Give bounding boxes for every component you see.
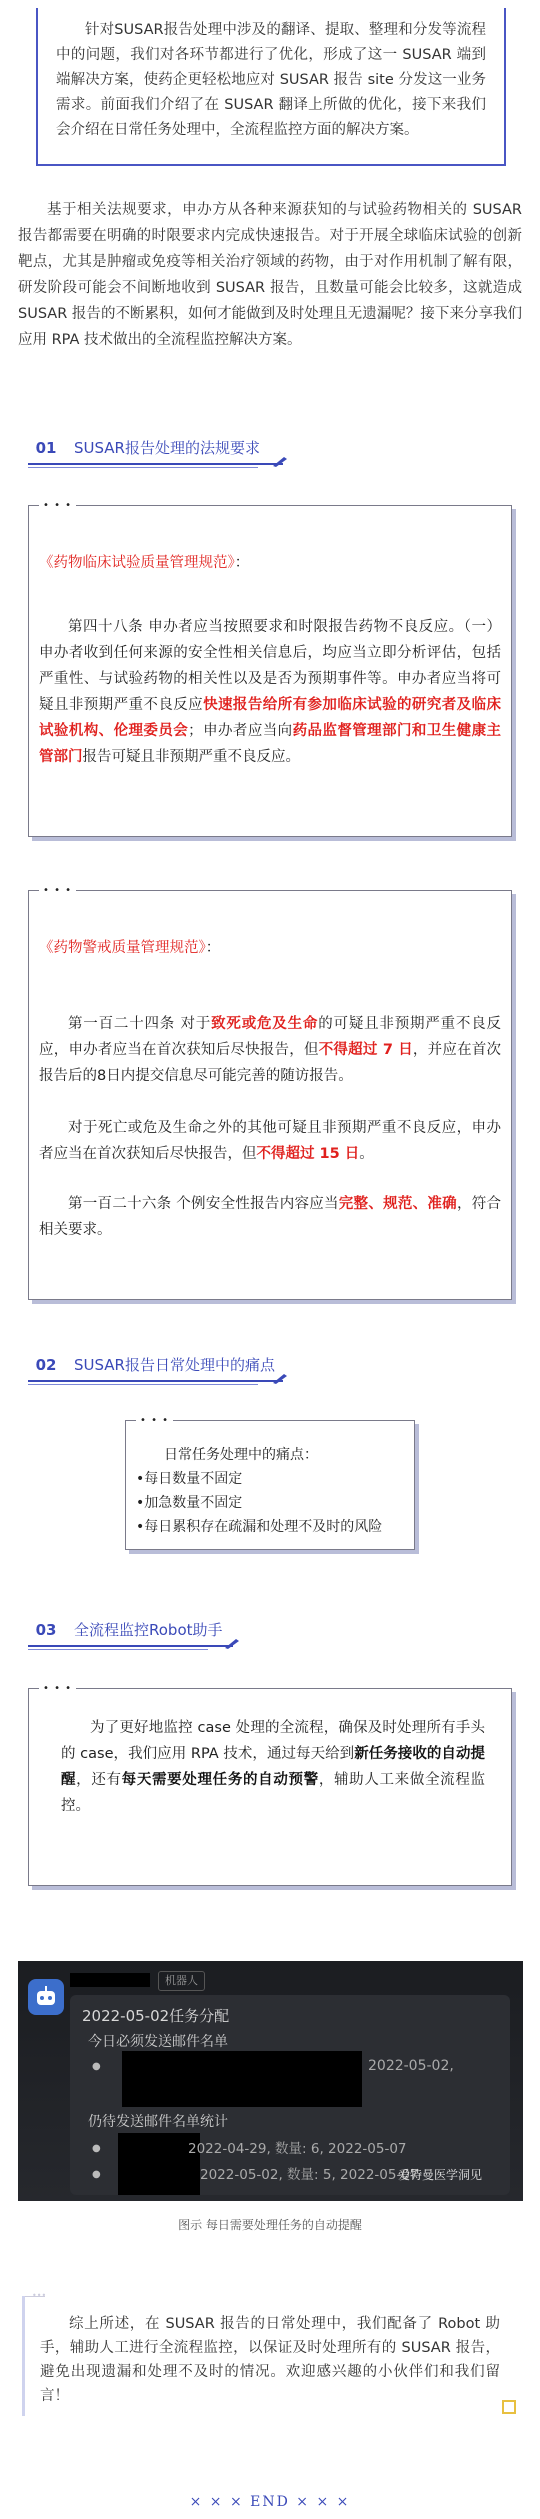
article-48: 第四十八条 申办者应当按照要求和时限报告药物不良反应。（一） 申办者收到任何来源的安全性相关信息后，均应当立即分析评估，包括严重性、与试验药物的相关性以及是否为预期事件等。申办者应当将可疑且非预期严重不良反应快速报告给所有参加临床试验的研究者及临床试验机构、伦理委员会；申办者应当向药品监督管理部门和卫生健康主管部门报告可疑且非预期严重不良反应。 xyxy=(39,619,502,765)
must-send-title: 今日必须发送邮件名单 xyxy=(88,2034,228,2050)
robot-notification-screenshot: 机器人 2022-05-02任务分配 今日必须发送邮件名单 ● 2022-05-02, 仍待发送邮件名单统计 ● ● 2022-04-29, 数量: 6, 2022-05-07 2022-05-02, 数量: 5, 2022-05-07 爱特曼医学洞见 xyxy=(18,1961,523,2201)
section-number: 01 xyxy=(35,439,57,457)
summary-box: ••• 综上所述，在 SUSAR 报告的日常处理中，我们配备了 Robot 助手，辅助人工进行全流程监控，以保证及时处理所有的 SUSAR 报告，避免出现遗漏和处理不及时的情况。欢迎感兴趣的小伙伴们和我们留言！ xyxy=(22,2296,518,2416)
robot-avatar xyxy=(28,1979,64,2015)
watermark: 爱特曼医学洞见 xyxy=(398,2168,483,2182)
end-marker: × × × END × × × xyxy=(189,2494,351,2510)
pending-title: 仍待发送邮件名单统计 xyxy=(88,2114,228,2130)
regulation-title: 《药物临床试验质量管理规范》 xyxy=(39,555,235,571)
summary-text: 综上所述，在 SUSAR 报告的日常处理中，我们配备了 Robot 助手，辅助人工进行全流程监控，以保证及时处理所有的 SUSAR 报告，避免出现遗漏和处理不及时的情况。欢迎感兴趣的小伙伴们和我们留言！ xyxy=(40,2316,500,2404)
pain-points-title: 日常任务处理中的痛点： xyxy=(164,1447,318,1463)
article-126: 第一百二十六条 个例安全性报告内容应当完整、规范、准确，符合相关要求。 xyxy=(39,1196,502,1238)
intro-text: 针对SUSAR报告处理中涉及的翻译、提取、整理和分发等流程中的问题，我们对各环节都进行了优化，形成了这一 SUSAR 端到端解决方案，使药企更轻松地应对 SUSAR 报告 site 分发这一业务需求。前面我们介绍了在 SUSAR 翻译上所做的优化，接下来我们会介绍在日常任务处理中，全流程监控方面的解决方案。 xyxy=(56,22,486,138)
list-item: •每日数量不固定 xyxy=(136,1471,243,1487)
section-number: 02 xyxy=(35,1356,57,1374)
section-heading-01 xyxy=(28,433,298,463)
section-heading-02 xyxy=(28,1350,298,1380)
robot-description: 为了更好地监控 case 处理的全流程，确保及时处理所有手头的 case，我们应用 RPA 技术，通过每天给到新任务接收的自动提醒，还有每天需要处理任务的自动预警，辅助人工来做全流程监控。 xyxy=(61,1720,486,1814)
task-title: 2022-05-02任务分配 xyxy=(82,2007,230,2025)
pain-points-card: • • • 日常任务处理中的痛点： •每日数量不固定 •加急数量不固定 •每日累积存在疏漏和处理不及时的风险 xyxy=(125,1420,415,1550)
corner-square-icon xyxy=(502,2400,516,2414)
section-number: 03 xyxy=(35,1621,57,1639)
regulation-card-gcp: • • • 《药物临床试验质量管理规范》： 第四十八条 申办者应当按照要求和时限报告药物不良反应。（一） 申办者收到任何来源的安全性相关信息后，均应当立即分析评估，包括严重性、与试验药物的相关性以及是否为预期事件等。申办者应当将可疑且非预期严重不良反应快速报告给所有参加临床试验的研究者及临床试验机构、伦理委员会；申办者应当向药品监督管理部门和卫生健康主管部门报告可疑且非预期严重不良反应。 xyxy=(28,505,512,837)
pen-icon xyxy=(272,1372,288,1384)
list-item: •加急数量不固定 xyxy=(136,1495,243,1511)
section-heading-03 xyxy=(28,1615,298,1645)
regulation-title: 《药物警戒质量管理规范》 xyxy=(39,940,206,956)
pen-icon xyxy=(224,1637,240,1649)
regulation-card-gvp: • • • 《药物警戒质量管理规范》： 第一百二十四条 对于致死或危及生命的可疑且非预期严重不良反应，申办者应当在首次获知后尽快报告，但不得超过 7 日，并应在首次报告后的8日内提交信息尽可能完善的随访报告。 对于死亡或危及生命之外的其他可疑且非预期严重不良反应，申办者应当在首次获知后尽快报告，但不得超过 15 日。 第一百二十六条 个例安全性报告内容应当完整、规范、准确，符合相关要求。 xyxy=(28,890,512,1300)
article-124: 第一百二十四条 对于致死或危及生命的可疑且非预期严重不良反应，申办者应当在首次获知后尽快报告，但不得超过 7 日，并应在首次报告后的8日内提交信息尽可能完善的随访报告。 xyxy=(39,1016,502,1084)
image-caption: 图示 每日需要处理任务的自动提醒 xyxy=(178,2218,362,2232)
robot-icon xyxy=(28,1979,64,2015)
bot-badge: 机器人 xyxy=(158,1971,205,1991)
section-title: 全流程监控Robot助手 xyxy=(74,1621,223,1639)
pending-row: 2022-04-29, 数量: 6, 2022-05-07 xyxy=(188,2141,407,2157)
robot-assistant-card: • • • 为了更好地监控 case 处理的全流程，确保及时处理所有手头的 case，我们应用 RPA 技术，通过每天给到新任务接收的自动提醒，还有每天需要处理任务的自动预警，辅助人工来做全流程监控。 xyxy=(28,1688,512,1886)
pen-icon xyxy=(272,455,288,467)
section-title: SUSAR报告日常处理中的痛点 xyxy=(74,1356,275,1374)
paragraph-background: 基于相关法规要求，申办方从各种来源获知的与试验药物相关的 SUSAR 报告都需要在明确的时限要求内完成快速报告。对于开展全球临床试验的创新靶点，尤其是肿瘤或免疫等相关治疗领域的药物，由于对作用机制了解有限，研发阶段可能会不间断地收到 SUSAR 报告，且数量可能会比较多，这就造成 SUSAR 报告的不断累积，如何才能做到及时处理且无遗漏呢？接下来分享我们应用 RPA 技术做出的全流程监控解决方案。 xyxy=(18,202,522,348)
must-send-date: 2022-05-02, xyxy=(368,2058,454,2074)
section-title: SUSAR报告处理的法规要求 xyxy=(74,439,260,457)
pending-row: 2022-05-02, 数量: 5, 2022-05-07 xyxy=(200,2167,419,2183)
intro-box xyxy=(36,8,506,166)
article-124-other: 对于死亡或危及生命之外的其他可疑且非预期严重不良反应，申办者应当在首次获知后尽快报告，但不得超过 15 日。 xyxy=(39,1120,501,1162)
list-item: •每日累积存在疏漏和处理不及时的风险 xyxy=(136,1519,383,1535)
